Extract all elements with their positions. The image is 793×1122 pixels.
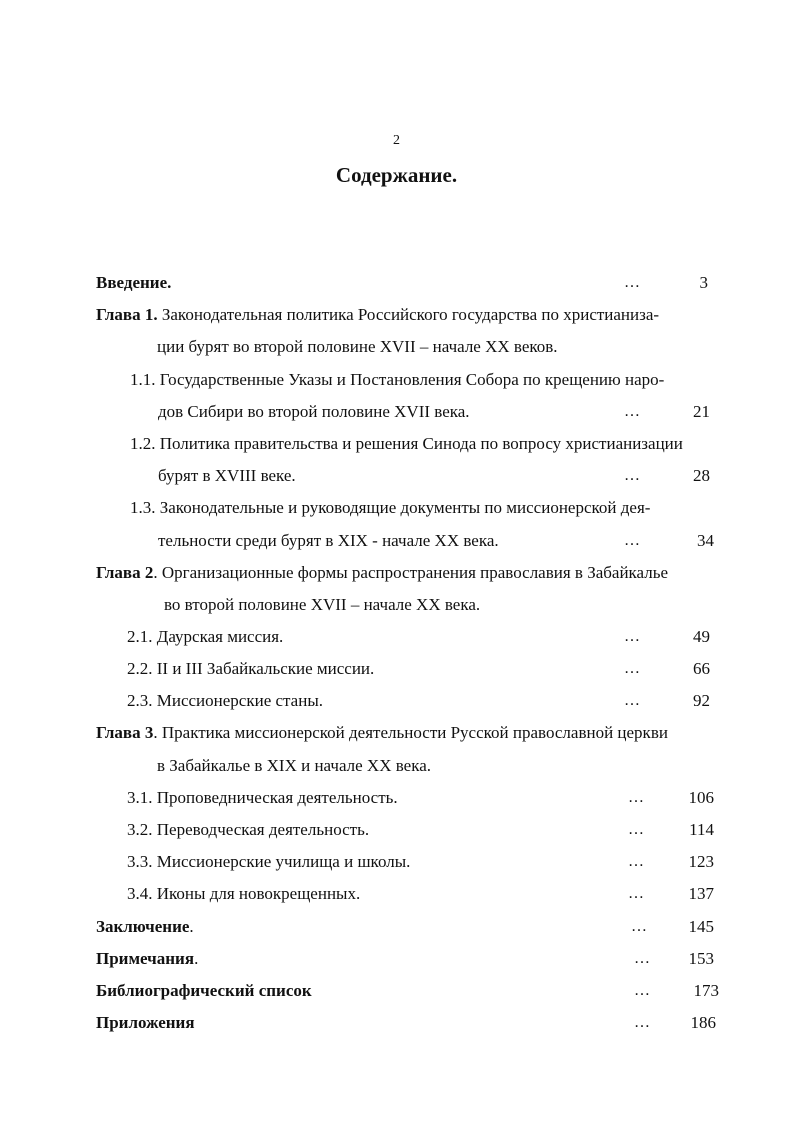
toc-page-intro: 3: [699, 273, 708, 292]
toc-entry-2-2: 2.2. II и III Забайкальские миссии.: [127, 659, 375, 678]
toc-page-3-1: 106: [688, 788, 714, 807]
conclusion-label: Заключение: [96, 917, 190, 936]
chapter-2-title-cont: во второй половине XVII – начале XX века.: [164, 595, 481, 614]
toc-dots-appendices: …: [634, 1014, 651, 1031]
chapter-1-title: Законодательная политика Российского государства по христианиза-: [157, 305, 660, 324]
toc-page-3-4: 137: [688, 884, 714, 903]
chapter-2-label: Глава 2: [96, 563, 154, 582]
page-title: Содержание.: [335, 163, 458, 187]
toc-dots-1-2: …: [624, 467, 641, 484]
toc-entry-chapter-3: [96, 722, 668, 744]
chapter-2-title: . Организационные формы распространения православия в Забайкалье: [153, 563, 669, 582]
toc-entry-2-1: 2.1. Даурская миссия.: [127, 627, 284, 646]
toc-entry-3-2: 3.2. Переводческая деятельность.: [127, 820, 370, 839]
chapter-1-label: Глава 1.: [96, 305, 158, 324]
toc-entry-3-1: 3.1. Проповедническая деятельность.: [127, 788, 398, 807]
toc-dots-intro: …: [624, 274, 641, 291]
toc-dots-notes: …: [634, 950, 651, 967]
toc-entry-intro: Введение.: [96, 273, 172, 292]
toc-entry-conclusion: [96, 916, 194, 938]
toc-page-3-2: 114: [689, 820, 714, 839]
toc-page-2-1: 49: [693, 627, 710, 646]
toc-entry-1-1: 1.1. Государственные Указы и Постановления Собора по крещению наро-: [130, 370, 665, 389]
toc-page-2-3: 92: [693, 691, 710, 710]
toc-entry-1-3-cont: тельности среди бурят в XIX - начале XX века.: [158, 531, 499, 550]
toc-entry-1-1-cont: дов Сибири во второй половине XVII века.: [158, 402, 470, 421]
toc-page-1-3: 34: [697, 531, 714, 550]
toc-entry-chapter-2: [96, 562, 668, 584]
toc-page-2-2: 66: [693, 659, 710, 678]
toc-entry-3-4: 3.4. Иконы для новокрещенных.: [127, 884, 361, 903]
chapter-3-title-cont: в Забайкалье в XIX и начале XX века.: [157, 756, 432, 775]
chapter-3-title: . Практика миссионерской деятельности Русской православной церкви: [153, 723, 668, 742]
toc-dots-bibliography: …: [634, 982, 651, 999]
toc-page-conclusion: 145: [688, 917, 714, 936]
toc-entry-chapter-1: [96, 304, 659, 326]
toc-page-1-2: 28: [693, 466, 710, 485]
toc-dots-3-3: …: [628, 853, 645, 870]
toc-dots-1-1: …: [624, 403, 641, 420]
toc-dots-conclusion: …: [631, 918, 648, 935]
chapter-1-title-cont: ции бурят во второй половине XVII – начале XX веков.: [157, 337, 558, 356]
notes-label: Примечания: [96, 949, 195, 968]
toc-page-1-1: 21: [693, 402, 710, 421]
toc-dots-2-2: …: [624, 660, 641, 677]
conclusion-suffix: .: [189, 917, 194, 936]
toc-entry-1-2: 1.2. Политика правительства и решения Синода по вопросу христианизации: [130, 434, 683, 453]
toc-page-bibliography: 173: [693, 981, 719, 1000]
toc-entry-1-2-cont: бурят в XVIII веке.: [158, 466, 296, 485]
toc-dots-2-1: …: [624, 628, 641, 645]
notes-suffix: .: [194, 949, 199, 968]
toc-dots-3-4: …: [628, 885, 645, 902]
toc-entry-2-3: 2.3. Миссионерские станы.: [127, 691, 323, 710]
chapter-3-label: Глава 3: [96, 723, 154, 742]
toc-entry-bibliography: Библиографический список: [96, 981, 312, 1000]
toc-page-3-3: 123: [688, 852, 714, 871]
toc-entry-appendices: Приложения: [96, 1013, 195, 1032]
page-number: 2: [393, 133, 400, 148]
toc-entry-3-3: 3.3. Миссионерские училища и школы.: [127, 852, 411, 871]
toc-dots-2-3: …: [624, 692, 641, 709]
toc-dots-3-2: …: [628, 821, 645, 838]
toc-entry-1-3: 1.3. Законодательные и руководящие документы по миссионерской дея-: [130, 498, 651, 517]
toc-dots-3-1: …: [628, 789, 645, 806]
toc-entry-notes: [96, 948, 198, 970]
toc-dots-1-3: …: [624, 532, 641, 549]
toc-page-appendices: 186: [690, 1013, 716, 1032]
toc-page-notes: 153: [688, 949, 714, 968]
